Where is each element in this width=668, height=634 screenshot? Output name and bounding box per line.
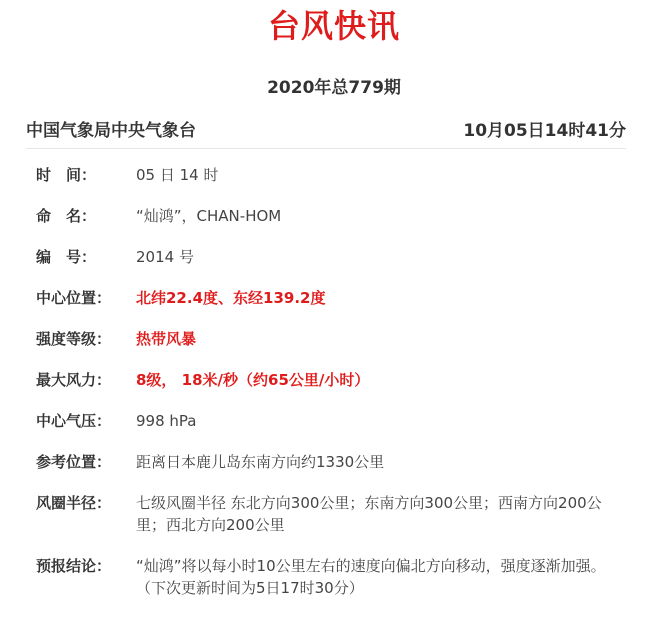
agency-name: 中国气象局中央气象台 — [26, 121, 196, 141]
field-value: 北纬22.4度、东经139.2度 — [136, 289, 326, 307]
field-label: 时 间： — [36, 166, 97, 184]
field-value: 七级风圈半径 东北方向300公里；东南方向300公里；西南方向200公里；西北方向200公里 — [136, 494, 602, 534]
page-title: 台风快讯 — [267, 7, 400, 45]
field-label: 命 名： — [36, 207, 97, 225]
field-label: 编 号： — [36, 248, 97, 266]
forecast-text-block — [136, 555, 616, 599]
field-value: 05 日 14 时 — [136, 166, 219, 184]
issue-number: 2020年总779期 — [267, 78, 401, 98]
field-value: 8级， 18米/秒（约65公里/小时） — [136, 371, 370, 389]
field-value: 距离日本鹿儿岛东南方向约1330公里 — [136, 453, 385, 471]
field-label: 中心位置： — [36, 289, 112, 307]
field-label: 风圈半径： — [36, 494, 112, 512]
field-label: 预报结论： — [36, 557, 112, 575]
field-label: 中心气压： — [36, 412, 112, 430]
field-label: 强度等级： — [36, 330, 112, 348]
bulletin-header — [26, 118, 626, 149]
field-value: “灿鸿”，CHAN-HOM — [136, 207, 282, 225]
issued-time: 10月05日14时41分 — [463, 121, 626, 141]
field-value: 2014 号 — [136, 248, 194, 266]
next-update-note: （下次更新时间为5日17时30分） — [136, 579, 364, 597]
field-value: 998 hPa — [136, 412, 197, 430]
field-value: 热带风暴 — [136, 330, 197, 348]
field-label: 参考位置： — [36, 453, 112, 471]
forecast-conclusion-text: “灿鸿”将以每小时10公里左右的速度向偏北方向移动，强度逐渐加强。 — [136, 557, 606, 575]
field-label: 最大风力： — [36, 371, 112, 389]
